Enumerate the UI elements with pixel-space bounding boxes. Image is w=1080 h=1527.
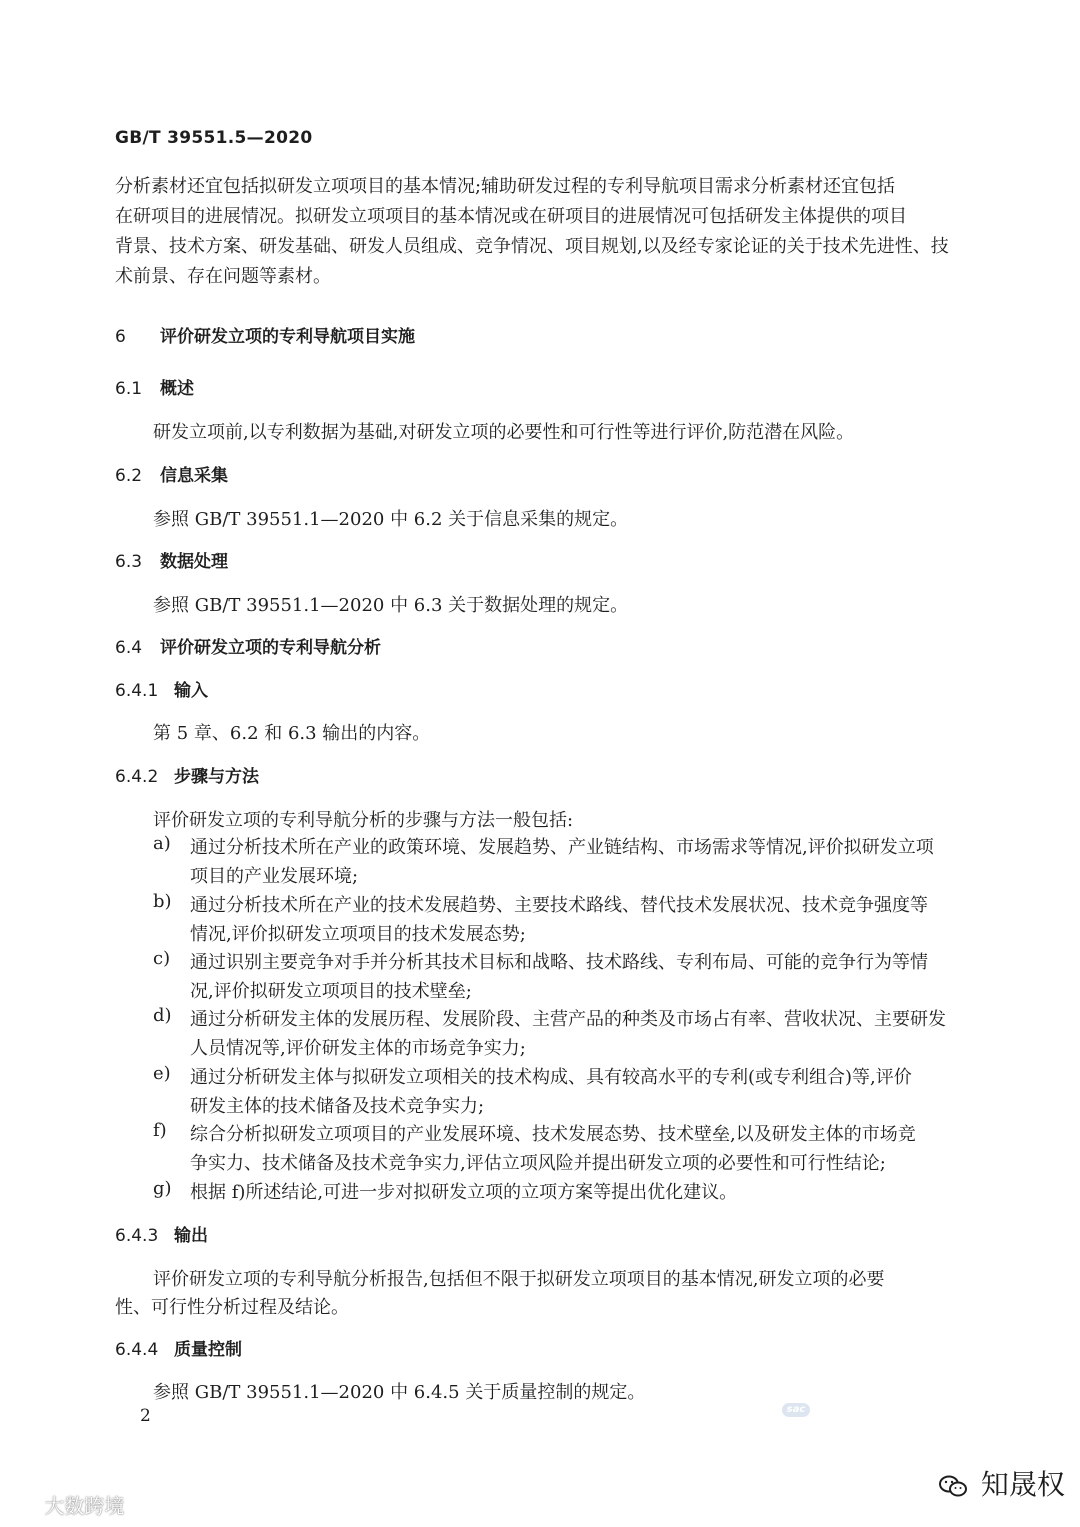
watermark-right-text: 知晟权: [980, 1468, 1065, 1501]
list-item-line: 况,评价拟研发立项项目的技术壁垒;: [190, 981, 472, 1002]
list-item-marker: g): [153, 1178, 172, 1199]
section-title: 概述: [160, 379, 194, 399]
section-number: 6.1: [115, 379, 143, 399]
list-item-marker: b): [153, 891, 172, 912]
intro-line: 在研项目的进展情况。拟研发立项项目的基本情况或在研项目的进展情况可包括研发主体提供的项目: [115, 206, 907, 227]
section-number: 6.4.2: [115, 767, 159, 787]
section-number: 6.4.1: [115, 681, 159, 701]
list-item-line: 研发主体的技术储备及技术竞争实力;: [190, 1096, 485, 1117]
section-body: 参照 GB/T 39551.1—2020 中 6.2 关于信息采集的规定。: [153, 509, 629, 530]
list-item-marker: c): [153, 948, 171, 969]
list-item-line: 情况,评价拟研发立项项目的技术发展态势;: [190, 924, 526, 945]
wechat-icon: [938, 1473, 968, 1499]
section-6-4-4-heading: [115, 1335, 242, 1360]
section-6-1-heading: [115, 374, 194, 399]
list-item-marker: d): [153, 1005, 172, 1026]
list-item-line: 综合分析拟研发立项项目的产业发展环境、技术发展态势、技术壁垒,以及研发主体的市场竞: [190, 1124, 916, 1145]
section-number: 6.2: [115, 466, 143, 486]
section-6-4-2-heading: [115, 762, 259, 787]
standard-header: GB/T 39551.5—2020: [115, 128, 313, 148]
section-body: 评价研发立项的专利导航分析的步骤与方法一般包括:: [153, 810, 574, 831]
page-number: 2: [140, 1406, 151, 1426]
sac-logo: sac: [782, 1403, 810, 1417]
section-title: 评价研发立项的专利导航项目实施: [160, 327, 415, 347]
section-title: 质量控制: [174, 1340, 242, 1360]
list-item-marker: e): [153, 1063, 171, 1084]
list-item-line: 根据 f)所述结论,可进一步对拟研发立项的立项方案等提出优化建议。: [190, 1182, 738, 1203]
section-6-4-3-heading: [115, 1221, 208, 1246]
list-item-line: 通过分析研发主体与拟研发立项相关的技术构成、具有较高水平的专利(或专利组合)等,评价: [190, 1067, 912, 1088]
intro-line: 分析素材还宜包括拟研发立项项目的基本情况;辅助研发过程的专利导航项目需求分析素材还宜包括: [115, 176, 896, 197]
section-6-4-heading: [115, 633, 381, 658]
list-item-line: 通过分析研发主体的发展历程、发展阶段、主营产品的种类及市场占有率、营收状况、主要研发: [190, 1009, 946, 1030]
watermark-left-text: 大数跨境: [44, 1494, 125, 1518]
section-6-heading: [115, 322, 415, 347]
section-title: 信息采集: [160, 466, 228, 486]
section-6-4-1-heading: [115, 676, 208, 701]
section-body-line: 评价研发立项的专利导航分析报告,包括但不限于拟研发立项项目的基本情况,研发立项的必要: [153, 1269, 885, 1290]
section-body: 研发立项前,以专利数据为基础,对研发立项的必要性和可行性等进行评价,防范潜在风险。: [153, 422, 855, 443]
section-title: 数据处理: [160, 552, 228, 572]
section-number: 6.3: [115, 552, 143, 572]
intro-line: 背景、技术方案、研发基础、研发人员组成、竞争情况、项目规划,以及经专家论证的关于技术先进性、技: [115, 236, 949, 257]
list-item-line: 人员情况等,评价研发主体的市场竞争实力;: [190, 1038, 526, 1059]
section-body: 第 5 章、6.2 和 6.3 输出的内容。: [153, 723, 431, 744]
section-title: 步骤与方法: [174, 767, 259, 787]
section-title: 评价研发立项的专利导航分析: [160, 638, 381, 658]
section-number: 6.4.3: [115, 1226, 159, 1246]
section-number: 6.4.4: [115, 1340, 159, 1360]
list-item-marker: f): [153, 1120, 167, 1141]
intro-line: 术前景、存在问题等素材。: [115, 266, 331, 287]
section-title: 输入: [174, 681, 208, 701]
section-body: 参照 GB/T 39551.1—2020 中 6.4.5 关于质量控制的规定。: [153, 1382, 646, 1403]
section-body-line: 性、可行性分析过程及结论。: [115, 1297, 349, 1318]
list-item-line: 通过分析技术所在产业的技术发展趋势、主要技术路线、替代技术发展状况、技术竞争强度等: [190, 895, 928, 916]
list-item-marker: a): [153, 833, 171, 854]
list-item-line: 争实力、技术储备及技术竞争实力,评估立项风险并提出研发立项的必要性和可行性结论;: [190, 1153, 886, 1174]
list-item-line: 通过识别主要竞争对手并分析其技术目标和战略、技术路线、专利布局、可能的竞争行为等情: [190, 952, 928, 973]
section-title: 输出: [174, 1226, 208, 1246]
watermark-right: [938, 1463, 1065, 1503]
list-item-line: 通过分析技术所在产业的政策环境、发展趋势、产业链结构、市场需求等情况,评价拟研发立项: [190, 837, 934, 858]
section-body: 参照 GB/T 39551.1—2020 中 6.3 关于数据处理的规定。: [153, 595, 629, 616]
section-6-3-heading: [115, 547, 228, 572]
chain-icon: [8, 1493, 38, 1513]
list-item-line: 项目的产业发展环境;: [190, 866, 359, 887]
section-6-2-heading: [115, 461, 228, 486]
watermark-left: [8, 1490, 124, 1519]
section-number: 6.4: [115, 638, 143, 658]
section-number: 6: [115, 327, 126, 347]
